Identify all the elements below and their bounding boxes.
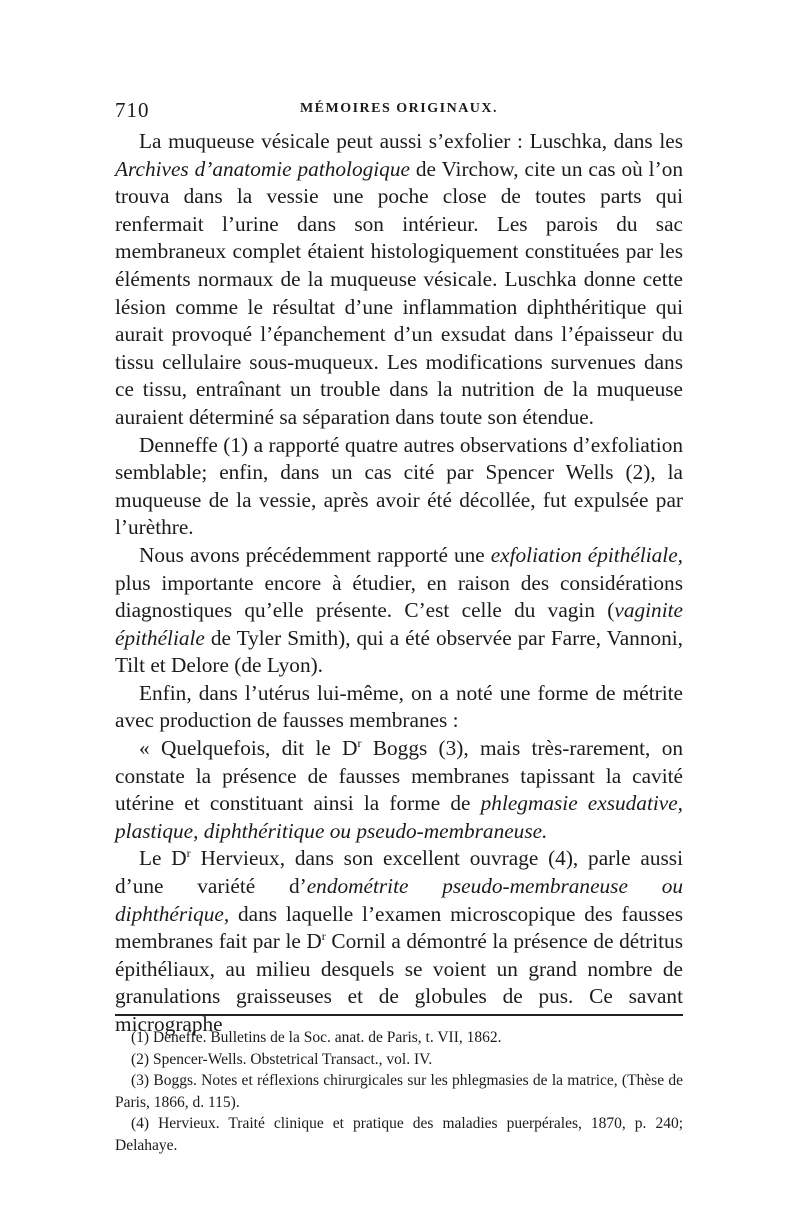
paragraph-4: Enfin, dans l’utérus lui-même, on a noté une forme de métrite avec production de fausses membranes :	[115, 680, 683, 733]
paragraph-2: Denneffe (1) a rapporté quatre autres observations d’exfoliation semblable; enfin, dans un cas cité par Spencer Wells (2), la muqueuse de la vessie, après avoir été décollée, fut expulsée par l’urèthre.	[115, 432, 683, 540]
italic-term: exfoliation épithéliale,	[490, 542, 683, 567]
italic-term: endométrite pseudo-membraneuse ou diphthérique,	[115, 874, 683, 926]
page-header	[115, 98, 683, 122]
footnote-2: (2) Spencer-Wells. Obstetrical Transact., vol. IV.	[131, 1050, 433, 1068]
running-title: MÉMOIRES ORIGINAUX.	[299, 101, 499, 116]
italic-term: vaginite épithéliale	[115, 598, 683, 650]
footnote-4: (4) Hervieux. Traité clinique et pratique des maladies puerpérales, 1870, p. 240; Delahaye.	[115, 1115, 683, 1154]
footnotes	[115, 1027, 683, 1156]
footnote-1: (1) Deneffe. Bulletins de la Soc. anat. de Paris, t. VII, 1862.	[131, 1029, 502, 1046]
paragraph-5: « Quelquefois, dit le $D^r$ Boggs (3), mais très-rarement, on constate la présence de fausses membranes tapissant la cavité utérine et constituant ainsi la forme de phlegmasie exsudative, plastique, diphthéritique ou pseudo-membraneuse.	[115, 735, 684, 843]
paragraph-3: Nous avons précédemment rapporté une exfoliation épithéliale, plus importante encore à étudier, en raison des considérations diagnostiques qu’elle présente. C’est celle du vagin (vaginite épithéliale de Tyler Smith), qui a été observée par Farre, Vannoni, Tilt et Delore (de Lyon).	[115, 542, 683, 678]
footnote-divider	[115, 1014, 683, 1016]
paragraph-6: Le $D^r$ Hervieux, dans son excellent ouvrage (4), parle aussi d’une variété d’endométrite pseudo-membraneuse ou diphthérique, dans laquelle l’examen microscopique des fausses membranes fait par le $D^r$ Cornil a démontré la présence de détritus épithéliaux, au milieu desquels se voient un grand nombre de granulations graisseuses et de globules de pus. Ce savant micrographe	[115, 846, 684, 1036]
body-text	[115, 128, 683, 1039]
italic-title: Archives d’anatomie pathologique	[115, 156, 410, 181]
italic-term: phlegmasie exsudative, plastique, diphthéritique ou pseudo-membraneuse.	[115, 791, 684, 843]
page-number: 710	[115, 98, 150, 122]
footnote-3: (3) Boggs. Notes et réflexions chirurgicales sur les phlegmasies de la matrice, (Thèse de Paris, 1866, d. 115).	[115, 1072, 683, 1111]
paragraph-1: La muqueuse vésicale peut aussi s’exfolier : Luschka, dans les Archives d’anatomie pathologique de Virchow, cite un cas où l’on trouva dans la vessie une poche close de toutes parts qui renfermait l’urine dans son intérieur. Les parois du sac membraneux complet étaient histologiquement constituées par les éléments normaux de la muqueuse vésicale. Luschka donne cette lésion comme le résultat d’une inflammation diphthéritique qui aurait provoqué l’épanchement d’un exsudat dans l’épaisseur du tissu cellulaire sous-muqueux. Les modifications survenues dans ce tissu, entraînant un trouble dans la nutrition de la muqueuse auraient déterminé sa séparation dans toute son étendue.	[115, 129, 683, 429]
